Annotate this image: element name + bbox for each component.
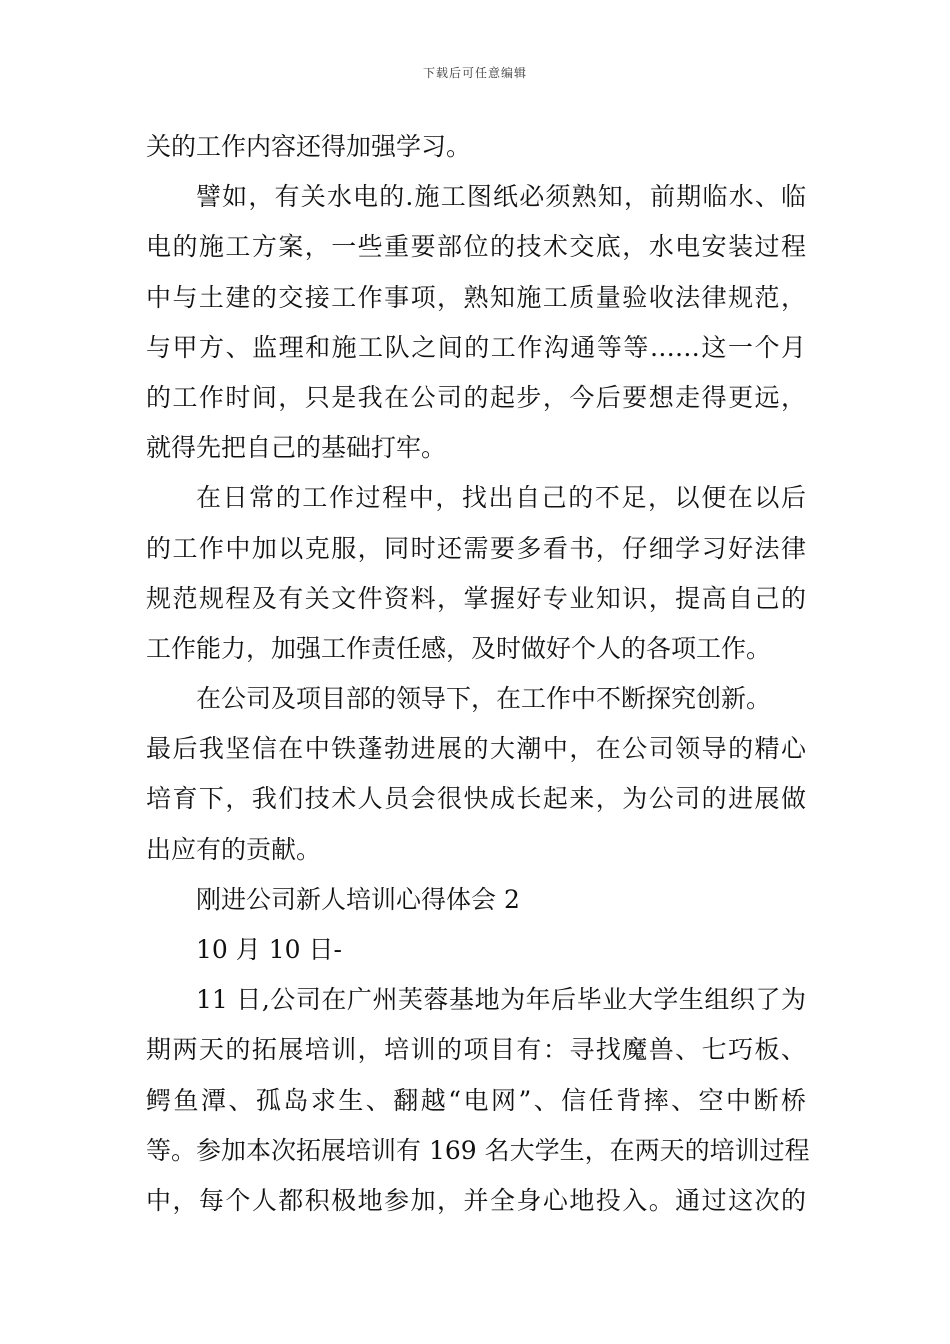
text-line <box>146 774 806 824</box>
text-line-content: 在日常的工作过程中，找出自己的不足，以便在以后 <box>196 483 806 513</box>
text-line-content: 刚进公司新人培训心得体会 2 <box>196 884 520 914</box>
text-line <box>146 825 806 875</box>
text-line <box>146 423 806 473</box>
text-line-content: 电的施工方案，一些重要部位的技术交底，水电安装过程 <box>146 232 806 262</box>
text-line <box>146 875 806 925</box>
text-line <box>146 1126 810 1176</box>
text-line-content: 譬如，有关水电的.施工图纸必须熟知，前期临水、临 <box>196 182 806 212</box>
text-line <box>146 172 806 222</box>
text-line <box>146 524 806 574</box>
text-line-content: 鳄鱼潭、孤岛求生、翻越“电网”、信任背摔、空中断桥 <box>146 1085 806 1115</box>
text-line <box>146 122 806 172</box>
page-header: 下载后可任意编辑 <box>422 66 527 80</box>
text-line-content: 的工作中加以克服，同时还需要多看书，仔细学习好法律 <box>146 533 806 563</box>
text-line-content: 工作能力，加强工作责任感，及时做好个人的各项工作。 <box>146 633 772 663</box>
text-line <box>146 724 806 774</box>
document-body <box>146 122 810 1226</box>
text-line-content: 期两天的拓展培训，培训的项目有：寻找魔兽、七巧板、 <box>146 1035 806 1065</box>
text-line-content: 11 日,公司在广州芙蓉基地为年后毕业大学生组织了为 <box>196 985 806 1015</box>
text-line-content: 最后我坚信在中铁蓬勃进展的大潮中，在公司领导的精心 <box>146 734 806 764</box>
text-line <box>146 373 806 423</box>
text-line <box>146 323 806 373</box>
text-line <box>146 1176 806 1226</box>
text-line-content: 在公司及项目部的领导下，在工作中不断探究创新。 <box>196 684 772 714</box>
text-line-content: 就得先把自己的基础打牢。 <box>146 433 447 463</box>
text-line-content: 10 月 10 日- <box>196 935 342 964</box>
text-line-content: 与甲方、监理和施工队之间的工作沟通等等……这一个月 <box>146 332 806 362</box>
text-line-content: 的工作时间，只是我在公司的起步，今后要想走得更远， <box>146 382 806 412</box>
text-line <box>146 975 806 1025</box>
text-line-content: 中与土建的交接工作事项，熟知施工质量验收法律规范， <box>146 282 806 312</box>
text-line-content: 中，每个人都积极地参加，并全身心地投入。通过这次的 <box>146 1185 806 1215</box>
text-line <box>146 222 806 272</box>
text-line <box>146 624 806 674</box>
text-line <box>146 925 806 975</box>
text-line-content: 规范规程及有关文件资料，掌握好专业知识，提高自己的 <box>146 583 806 613</box>
text-line <box>146 574 806 624</box>
text-line <box>146 1076 806 1126</box>
text-line-content: 培育下，我们技术人员会很快成长起来，为公司的进展做 <box>146 784 806 814</box>
text-line <box>146 674 806 724</box>
text-line-content: 关的工作内容还得加强学习。 <box>146 132 472 161</box>
text-line <box>146 1025 806 1075</box>
text-line <box>146 273 806 323</box>
text-line-content: 出应有的贡献。 <box>146 834 322 864</box>
text-line-content: 等。参加本次拓展培训有 169 名大学生，在两天的培训过程 <box>146 1135 810 1165</box>
text-line <box>146 473 806 523</box>
